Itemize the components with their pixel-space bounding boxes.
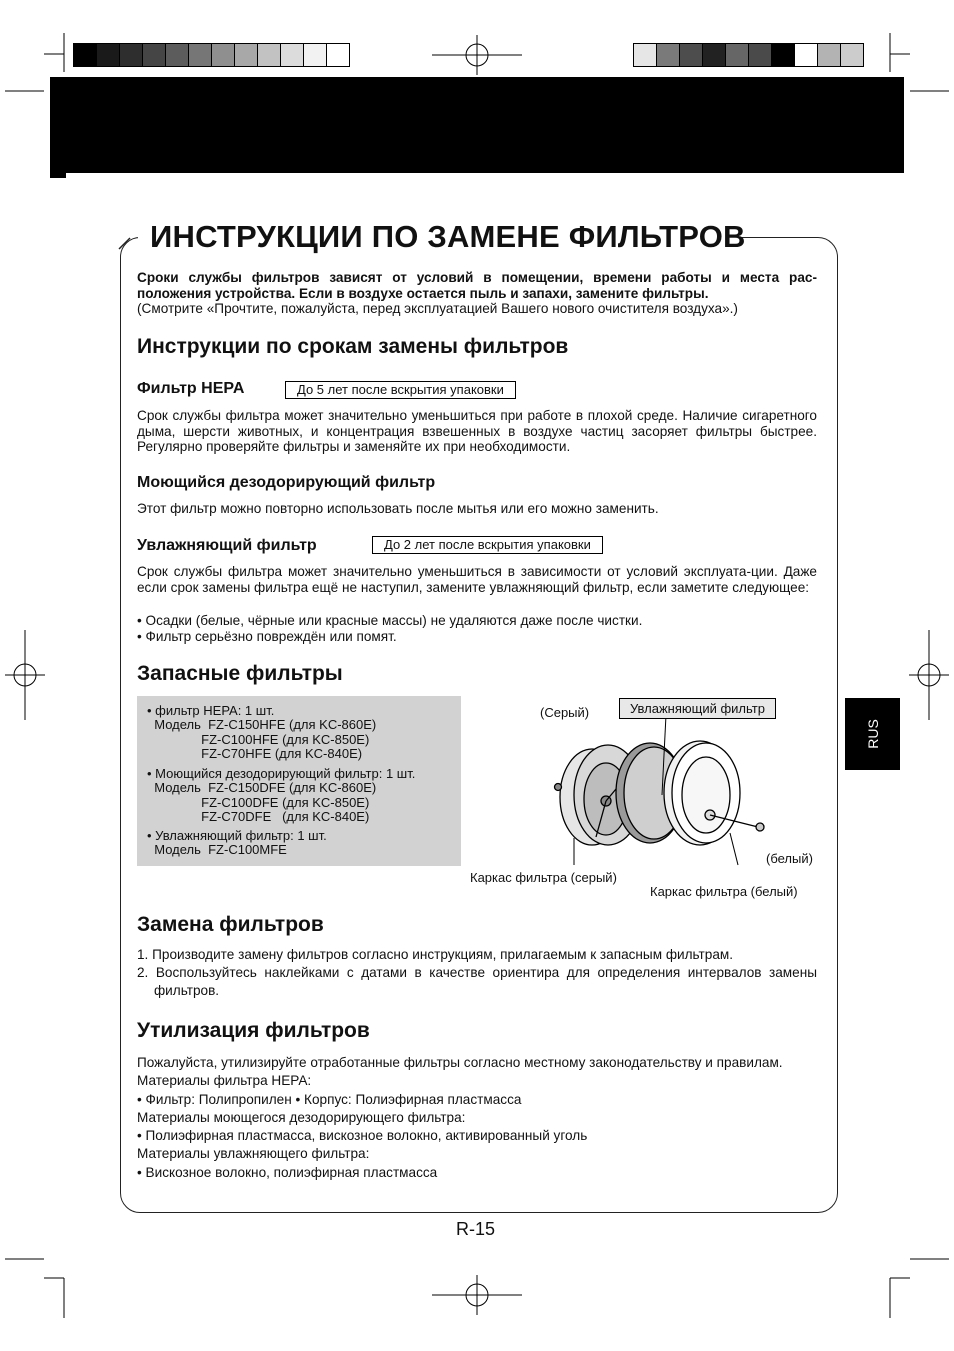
language-tab-label: RUS	[864, 719, 881, 749]
list-item: Материалы моющегося дезодорирующего фильтра:	[137, 1109, 466, 1125]
color-bar-left	[73, 43, 350, 67]
color-swatch	[657, 44, 680, 66]
registration-mark-right	[909, 630, 949, 720]
color-swatch	[634, 44, 657, 66]
list-item: • Полиэфирная пластмасса, вискозное волокно, активированный уголь	[137, 1128, 588, 1144]
color-swatch	[212, 44, 235, 66]
header-bar-notch	[50, 173, 66, 178]
disposal-text	[137, 1054, 817, 1182]
header-bar	[50, 77, 904, 173]
section-heading-disposal: Утилизация фильтров	[137, 1019, 370, 1042]
color-swatch	[841, 44, 863, 66]
section-heading-replace: Замена фильтров	[137, 913, 324, 936]
replace-steps	[137, 946, 817, 1000]
list-item: • Осадки (белые, чёрные или красные массы) не удаляются даже после чистки.	[137, 613, 643, 628]
color-swatch	[281, 44, 304, 66]
color-swatch	[74, 44, 97, 66]
color-bar-right	[633, 43, 864, 67]
list-item: • Вискозное волокно, полиэфирная пластмасса	[137, 1164, 438, 1180]
label-frame-white: Каркас фильтра (белый)	[650, 884, 798, 899]
humid-text: Срок службы фильтра может значительно уменьшиться в зависимости от условий эксплуата-ции. Даже если срок замены фильтра ещё не наступил, замените увлажняющий фильтр, если заметите следующее:	[137, 564, 817, 595]
label-gray: (Серый)	[540, 705, 590, 720]
humid-bullets	[137, 613, 817, 644]
list-item: Материалы фильтра HEPA:	[137, 1073, 312, 1089]
color-swatch	[795, 44, 818, 66]
intro-bold: Сроки службы фильтров зависят от условий в помещении, времени работы и места рас-положения устройства. Если в воздухе остается пыль и запахи, замените фильтры.	[137, 270, 817, 301]
label-frame-gray: Каркас фильтра (серый)	[470, 870, 617, 885]
label-white: (белый)	[766, 851, 813, 866]
list-item: 2. Воспользуйтесь наклейками с датами в качестве ориентира для определения интервалов замены фильтров.	[137, 965, 817, 998]
page-number: R-15	[456, 1219, 496, 1239]
intro-text	[137, 270, 817, 317]
list-item: 1. Производите замену фильтров согласно инструкциям, прилагаемым к запасным фильтрам.	[137, 947, 734, 962]
color-swatch	[680, 44, 703, 66]
spare-hepa: • фильтр HEPA: 1 шт. Модель FZ-C150HFE (для KC-860E) FZ-C100HFE (для KC-850E) FZ-C70HFE (для KC-840E)	[147, 703, 377, 761]
section-heading-spare: Запасные фильтры	[137, 662, 343, 685]
color-swatch	[189, 44, 212, 66]
section-heading-timing: Инструкции по срокам замены фильтров	[137, 335, 569, 358]
registration-mark-top	[432, 35, 522, 75]
humid-lifetime-tag: До 2 лет после вскрытия упаковки	[372, 536, 603, 554]
spare-humid: • Увлажняющий фильтр: 1 шт. Модель FZ-C100MFE	[147, 828, 327, 858]
color-swatch	[749, 44, 772, 66]
page-title: ИНСТРУКЦИИ ПО ЗАМЕНЕ ФИЛЬТРОВ	[150, 219, 746, 254]
hepa-lifetime-tag: До 5 лет после вскрытия упаковки	[285, 381, 516, 399]
language-tab	[845, 698, 900, 770]
registration-mark-left	[5, 630, 45, 720]
spare-deodor: • Моющийся дезодорирующий фильтр: 1 шт. Модель FZ-C150DFE (для KC-860E) FZ-C100DFE (для KC-850E) FZ-C70DFE (для KC-840E)	[147, 766, 416, 824]
color-swatch	[120, 44, 143, 66]
color-swatch	[327, 44, 349, 66]
color-swatch	[166, 44, 189, 66]
list-item: Материалы увлажняющего фильтра:	[137, 1146, 370, 1162]
humid-title: Увлажняющий фильтр	[137, 537, 317, 554]
color-swatch	[258, 44, 281, 66]
frame-corner	[118, 236, 138, 250]
color-swatch	[97, 44, 120, 66]
deodor-title: Моющийся дезодорирующий фильтр	[137, 474, 436, 491]
label-humid-filter: Увлажняющий фильтр	[619, 698, 776, 719]
deodor-text: Этот фильтр можно повторно использовать после мытья или его можно заменить.	[137, 501, 659, 516]
hepa-title: Фильтр HEPA	[137, 380, 245, 397]
color-swatch	[818, 44, 841, 66]
registration-mark-bottom	[432, 1275, 522, 1315]
color-swatch	[235, 44, 258, 66]
color-swatch	[304, 44, 327, 66]
color-swatch	[772, 44, 795, 66]
list-item: Пожалуйста, утилизируйте отработанные фильтры согласно местному законодательству и правилам.	[137, 1055, 783, 1070]
color-swatch	[703, 44, 726, 66]
color-swatch	[726, 44, 749, 66]
list-item: • Фильтр серьёзно повреждён или помят.	[137, 628, 397, 644]
color-swatch	[143, 44, 166, 66]
hepa-text: Срок службы фильтра может значительно уменьшиться при работе в плохой среде. Наличие сигаретного дыма, шерсти животных, и концентрация взвешенных в воздухе частиц засоряет фильтры быстрее. Регулярно проверяйте фильтры и заменяйте их при необходимости.	[137, 408, 817, 454]
intro-note: (Смотрите «Прочтите, пожалуйста, перед эксплуатацией Вашего нового очистителя воздуха».)	[137, 301, 738, 316]
list-item: • Фильтр: Полипропилен • Корпус: Полиэфирная пластмасса	[137, 1091, 522, 1107]
